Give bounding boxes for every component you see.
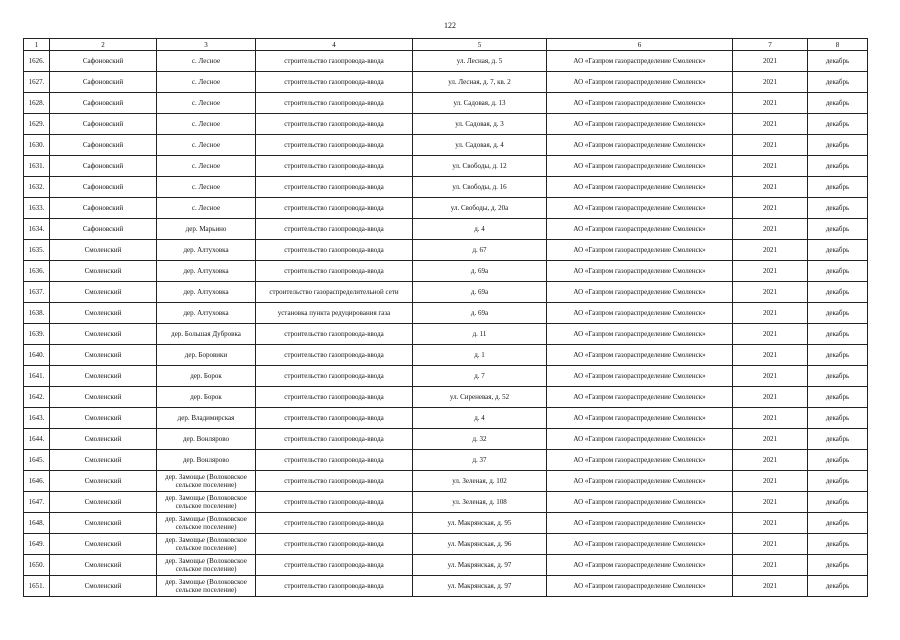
- month-cell: декабрь: [808, 366, 868, 387]
- row-number-cell: 1635.: [24, 240, 50, 261]
- organization-cell: АО «Газпром газораспределение Смоленск»: [547, 387, 733, 408]
- district-cell: Смоленский: [50, 324, 157, 345]
- year-cell: 2021: [733, 429, 808, 450]
- work-type-cell: строительство газопровода-ввода: [256, 513, 413, 534]
- settlement-cell: дер. Замощье (Волоковское сельское поселение): [157, 534, 256, 555]
- district-cell: Смоленский: [50, 471, 157, 492]
- year-cell: 2021: [733, 72, 808, 93]
- column-header: 2: [50, 39, 157, 51]
- work-type-cell: строительство газопровода-ввода: [256, 240, 413, 261]
- table-row: [24, 177, 868, 198]
- year-cell: 2021: [733, 492, 808, 513]
- settlement-cell: дер. Замощье (Волоковское сельское поселение): [157, 576, 256, 597]
- address-cell: ул. Садовая, д. 13: [413, 93, 547, 114]
- organization-cell: АО «Газпром газораспределение Смоленск»: [547, 282, 733, 303]
- work-type-cell: строительство газопровода-ввода: [256, 555, 413, 576]
- address-cell: д. 37: [413, 450, 547, 471]
- row-number-cell: 1633.: [24, 198, 50, 219]
- district-cell: Смоленский: [50, 282, 157, 303]
- settlement-cell: дер. Борок: [157, 366, 256, 387]
- work-type-cell: строительство газопровода-ввода: [256, 471, 413, 492]
- column-header: 4: [256, 39, 413, 51]
- settlement-cell: дер. Владимирская: [157, 408, 256, 429]
- district-cell: Сафоновский: [50, 114, 157, 135]
- work-type-cell: строительство газопровода-ввода: [256, 324, 413, 345]
- year-cell: 2021: [733, 240, 808, 261]
- address-cell: ул. Зеленая, д. 102: [413, 471, 547, 492]
- district-cell: Смоленский: [50, 261, 157, 282]
- address-cell: ул. Макрянская, д. 95: [413, 513, 547, 534]
- year-cell: 2021: [733, 177, 808, 198]
- work-type-cell: строительство газопровода-ввода: [256, 135, 413, 156]
- settlement-cell: дер. Вонлярово: [157, 429, 256, 450]
- work-type-cell: строительство газопровода-ввода: [256, 387, 413, 408]
- settlement-cell: дер. Замощье (Волоковское сельское поселение): [157, 471, 256, 492]
- organization-cell: АО «Газпром газораспределение Смоленск»: [547, 345, 733, 366]
- month-cell: декабрь: [808, 114, 868, 135]
- work-type-cell: строительство газопровода-ввода: [256, 261, 413, 282]
- district-cell: Сафоновский: [50, 51, 157, 72]
- year-cell: 2021: [733, 408, 808, 429]
- district-cell: Смоленский: [50, 408, 157, 429]
- district-cell: Смоленский: [50, 492, 157, 513]
- organization-cell: АО «Газпром газораспределение Смоленск»: [547, 198, 733, 219]
- table-row: [24, 51, 868, 72]
- organization-cell: АО «Газпром газораспределение Смоленск»: [547, 261, 733, 282]
- year-cell: 2021: [733, 51, 808, 72]
- column-header: 3: [157, 39, 256, 51]
- gasification-table: [23, 38, 868, 597]
- year-cell: 2021: [733, 324, 808, 345]
- row-number-cell: 1629.: [24, 114, 50, 135]
- organization-cell: АО «Газпром газораспределение Смоленск»: [547, 177, 733, 198]
- address-cell: ул. Свободы, д. 12: [413, 156, 547, 177]
- month-cell: декабрь: [808, 345, 868, 366]
- row-number-cell: 1634.: [24, 219, 50, 240]
- year-cell: 2021: [733, 93, 808, 114]
- table-row: [24, 576, 868, 597]
- settlement-cell: дер. Борок: [157, 387, 256, 408]
- year-cell: 2021: [733, 366, 808, 387]
- table-row: [24, 408, 868, 429]
- district-cell: Сафоновский: [50, 93, 157, 114]
- address-cell: ул. Свободы, д. 16: [413, 177, 547, 198]
- month-cell: декабрь: [808, 576, 868, 597]
- month-cell: декабрь: [808, 492, 868, 513]
- year-cell: 2021: [733, 513, 808, 534]
- year-cell: 2021: [733, 387, 808, 408]
- work-type-cell: строительство газопровода-ввода: [256, 366, 413, 387]
- organization-cell: АО «Газпром газораспределение Смоленск»: [547, 576, 733, 597]
- table-row: [24, 429, 868, 450]
- table-row: [24, 219, 868, 240]
- work-type-cell: строительство газопровода-ввода: [256, 93, 413, 114]
- address-cell: д. 32: [413, 429, 547, 450]
- row-number-cell: 1631.: [24, 156, 50, 177]
- district-cell: Смоленский: [50, 513, 157, 534]
- row-number-cell: 1647.: [24, 492, 50, 513]
- row-number-cell: 1636.: [24, 261, 50, 282]
- table-row: [24, 135, 868, 156]
- address-cell: д. 1: [413, 345, 547, 366]
- district-cell: Сафоновский: [50, 135, 157, 156]
- month-cell: декабрь: [808, 177, 868, 198]
- month-cell: декабрь: [808, 261, 868, 282]
- settlement-cell: дер. Замощье (Волоковское сельское поселение): [157, 555, 256, 576]
- organization-cell: АО «Газпром газораспределение Смоленск»: [547, 93, 733, 114]
- column-header: 8: [808, 39, 868, 51]
- column-header: 1: [24, 39, 50, 51]
- address-cell: ул. Макрянская, д. 96: [413, 534, 547, 555]
- year-cell: 2021: [733, 555, 808, 576]
- month-cell: декабрь: [808, 51, 868, 72]
- settlement-cell: с. Лесное: [157, 198, 256, 219]
- month-cell: декабрь: [808, 135, 868, 156]
- organization-cell: АО «Газпром газораспределение Смоленск»: [547, 240, 733, 261]
- settlement-cell: дер. Алтуховка: [157, 261, 256, 282]
- settlement-cell: дер. Алтуховка: [157, 303, 256, 324]
- table-row: [24, 303, 868, 324]
- year-cell: 2021: [733, 282, 808, 303]
- column-header: 6: [547, 39, 733, 51]
- month-cell: декабрь: [808, 156, 868, 177]
- address-cell: ул. Садовая, д. 4: [413, 135, 547, 156]
- row-number-cell: 1627.: [24, 72, 50, 93]
- month-cell: декабрь: [808, 198, 868, 219]
- table-body: [24, 51, 868, 597]
- row-number-cell: 1644.: [24, 429, 50, 450]
- work-type-cell: строительство газопровода-ввода: [256, 492, 413, 513]
- table-row: [24, 261, 868, 282]
- organization-cell: АО «Газпром газораспределение Смоленск»: [547, 429, 733, 450]
- row-number-cell: 1646.: [24, 471, 50, 492]
- settlement-cell: с. Лесное: [157, 51, 256, 72]
- organization-cell: АО «Газпром газораспределение Смоленск»: [547, 450, 733, 471]
- district-cell: Смоленский: [50, 429, 157, 450]
- row-number-cell: 1632.: [24, 177, 50, 198]
- district-cell: Сафоновский: [50, 72, 157, 93]
- settlement-cell: с. Лесное: [157, 177, 256, 198]
- address-cell: ул. Сиреневая, д. 52: [413, 387, 547, 408]
- year-cell: 2021: [733, 135, 808, 156]
- settlement-cell: дер. Замощье (Волоковское сельское поселение): [157, 492, 256, 513]
- year-cell: 2021: [733, 576, 808, 597]
- organization-cell: АО «Газпром газораспределение Смоленск»: [547, 324, 733, 345]
- table-row: [24, 345, 868, 366]
- address-cell: ул. Макрянская, д. 97: [413, 555, 547, 576]
- work-type-cell: строительство газопровода-ввода: [256, 219, 413, 240]
- month-cell: декабрь: [808, 387, 868, 408]
- work-type-cell: строительство газопровода-ввода: [256, 114, 413, 135]
- table-row: [24, 471, 868, 492]
- month-cell: декабрь: [808, 429, 868, 450]
- organization-cell: АО «Газпром газораспределение Смоленск»: [547, 72, 733, 93]
- year-cell: 2021: [733, 345, 808, 366]
- address-cell: д. 67: [413, 240, 547, 261]
- district-cell: Сафоновский: [50, 177, 157, 198]
- table-row: [24, 387, 868, 408]
- organization-cell: АО «Газпром газораспределение Смоленск»: [547, 366, 733, 387]
- district-cell: Сафоновский: [50, 156, 157, 177]
- district-cell: Смоленский: [50, 303, 157, 324]
- address-cell: ул. Садовая, д. 3: [413, 114, 547, 135]
- table-row: [24, 513, 868, 534]
- district-cell: Сафоновский: [50, 198, 157, 219]
- table-row: [24, 555, 868, 576]
- settlement-cell: дер. Боровики: [157, 345, 256, 366]
- organization-cell: АО «Газпром газораспределение Смоленск»: [547, 555, 733, 576]
- work-type-cell: строительство газораспределительной сети: [256, 282, 413, 303]
- district-cell: Смоленский: [50, 240, 157, 261]
- district-cell: Смоленский: [50, 534, 157, 555]
- settlement-cell: дер. Марьино: [157, 219, 256, 240]
- row-number-cell: 1645.: [24, 450, 50, 471]
- address-cell: ул. Лесная, д. 7, кв. 2: [413, 72, 547, 93]
- table-row: [24, 156, 868, 177]
- address-cell: д. 69а: [413, 261, 547, 282]
- address-cell: д. 7: [413, 366, 547, 387]
- district-cell: Смоленский: [50, 450, 157, 471]
- table-row: [24, 450, 868, 471]
- settlement-cell: с. Лесное: [157, 114, 256, 135]
- table-row: [24, 240, 868, 261]
- address-cell: ул. Зеленая, д. 108: [413, 492, 547, 513]
- row-number-cell: 1649.: [24, 534, 50, 555]
- row-number-cell: 1637.: [24, 282, 50, 303]
- column-header: 5: [413, 39, 547, 51]
- table-row: [24, 93, 868, 114]
- settlement-cell: с. Лесное: [157, 72, 256, 93]
- table-row: [24, 492, 868, 513]
- month-cell: декабрь: [808, 72, 868, 93]
- work-type-cell: строительство газопровода-ввода: [256, 534, 413, 555]
- year-cell: 2021: [733, 156, 808, 177]
- table-row: [24, 282, 868, 303]
- month-cell: декабрь: [808, 471, 868, 492]
- settlement-cell: дер. Алтуховка: [157, 282, 256, 303]
- month-cell: декабрь: [808, 219, 868, 240]
- page-number: 122: [444, 21, 456, 30]
- organization-cell: АО «Газпром газораспределение Смоленск»: [547, 51, 733, 72]
- district-cell: Смоленский: [50, 345, 157, 366]
- address-cell: д. 69а: [413, 303, 547, 324]
- organization-cell: АО «Газпром газораспределение Смоленск»: [547, 513, 733, 534]
- work-type-cell: строительство газопровода-ввода: [256, 156, 413, 177]
- work-type-cell: строительство газопровода-ввода: [256, 576, 413, 597]
- column-header-row: [24, 39, 868, 51]
- row-number-cell: 1642.: [24, 387, 50, 408]
- address-cell: д. 4: [413, 408, 547, 429]
- table-row: [24, 72, 868, 93]
- settlement-cell: дер. Алтуховка: [157, 240, 256, 261]
- year-cell: 2021: [733, 114, 808, 135]
- year-cell: 2021: [733, 450, 808, 471]
- row-number-cell: 1650.: [24, 555, 50, 576]
- settlement-cell: с. Лесное: [157, 93, 256, 114]
- organization-cell: АО «Газпром газораспределение Смоленск»: [547, 471, 733, 492]
- address-cell: д. 4: [413, 219, 547, 240]
- year-cell: 2021: [733, 471, 808, 492]
- year-cell: 2021: [733, 534, 808, 555]
- month-cell: декабрь: [808, 282, 868, 303]
- month-cell: декабрь: [808, 513, 868, 534]
- organization-cell: АО «Газпром газораспределение Смоленск»: [547, 135, 733, 156]
- month-cell: декабрь: [808, 93, 868, 114]
- month-cell: декабрь: [808, 555, 868, 576]
- address-cell: д. 69а: [413, 282, 547, 303]
- row-number-cell: 1639.: [24, 324, 50, 345]
- table-row: [24, 324, 868, 345]
- address-cell: ул. Лесная, д. 5: [413, 51, 547, 72]
- month-cell: декабрь: [808, 324, 868, 345]
- row-number-cell: 1640.: [24, 345, 50, 366]
- district-cell: Смоленский: [50, 366, 157, 387]
- row-number-cell: 1651.: [24, 576, 50, 597]
- column-header: 7: [733, 39, 808, 51]
- row-number-cell: 1643.: [24, 408, 50, 429]
- district-cell: Сафоновский: [50, 219, 157, 240]
- address-cell: д. 11: [413, 324, 547, 345]
- organization-cell: АО «Газпром газораспределение Смоленск»: [547, 219, 733, 240]
- row-number-cell: 1641.: [24, 366, 50, 387]
- year-cell: 2021: [733, 261, 808, 282]
- year-cell: 2021: [733, 303, 808, 324]
- year-cell: 2021: [733, 198, 808, 219]
- row-number-cell: 1628.: [24, 93, 50, 114]
- settlement-cell: дер. Замощье (Волоковское сельское поселение): [157, 513, 256, 534]
- row-number-cell: 1648.: [24, 513, 50, 534]
- month-cell: декабрь: [808, 450, 868, 471]
- work-type-cell: строительство газопровода-ввода: [256, 72, 413, 93]
- table-row: [24, 366, 868, 387]
- settlement-cell: дер. Вонлярово: [157, 450, 256, 471]
- row-number-cell: 1626.: [24, 51, 50, 72]
- row-number-cell: 1630.: [24, 135, 50, 156]
- address-cell: ул. Свободы, д. 20а: [413, 198, 547, 219]
- table-row: [24, 114, 868, 135]
- organization-cell: АО «Газпром газораспределение Смоленск»: [547, 534, 733, 555]
- work-type-cell: установка пункта редуцирования газа: [256, 303, 413, 324]
- organization-cell: АО «Газпром газораспределение Смоленск»: [547, 114, 733, 135]
- row-number-cell: 1638.: [24, 303, 50, 324]
- table-row: [24, 198, 868, 219]
- organization-cell: АО «Газпром газораспределение Смоленск»: [547, 492, 733, 513]
- organization-cell: АО «Газпром газораспределение Смоленск»: [547, 303, 733, 324]
- settlement-cell: с. Лесное: [157, 156, 256, 177]
- settlement-cell: дер. Большая Дубровка: [157, 324, 256, 345]
- district-cell: Смоленский: [50, 576, 157, 597]
- settlement-cell: с. Лесное: [157, 135, 256, 156]
- address-cell: ул. Макрянская, д. 97: [413, 576, 547, 597]
- district-cell: Смоленский: [50, 387, 157, 408]
- year-cell: 2021: [733, 219, 808, 240]
- work-type-cell: строительство газопровода-ввода: [256, 429, 413, 450]
- table-row: [24, 534, 868, 555]
- organization-cell: АО «Газпром газораспределение Смоленск»: [547, 156, 733, 177]
- work-type-cell: строительство газопровода-ввода: [256, 51, 413, 72]
- work-type-cell: строительство газопровода-ввода: [256, 177, 413, 198]
- work-type-cell: строительство газопровода-ввода: [256, 198, 413, 219]
- month-cell: декабрь: [808, 408, 868, 429]
- work-type-cell: строительство газопровода-ввода: [256, 450, 413, 471]
- month-cell: декабрь: [808, 534, 868, 555]
- work-type-cell: строительство газопровода-ввода: [256, 408, 413, 429]
- month-cell: декабрь: [808, 240, 868, 261]
- work-type-cell: строительство газопровода-ввода: [256, 345, 413, 366]
- month-cell: декабрь: [808, 303, 868, 324]
- organization-cell: АО «Газпром газораспределение Смоленск»: [547, 408, 733, 429]
- district-cell: Смоленский: [50, 555, 157, 576]
